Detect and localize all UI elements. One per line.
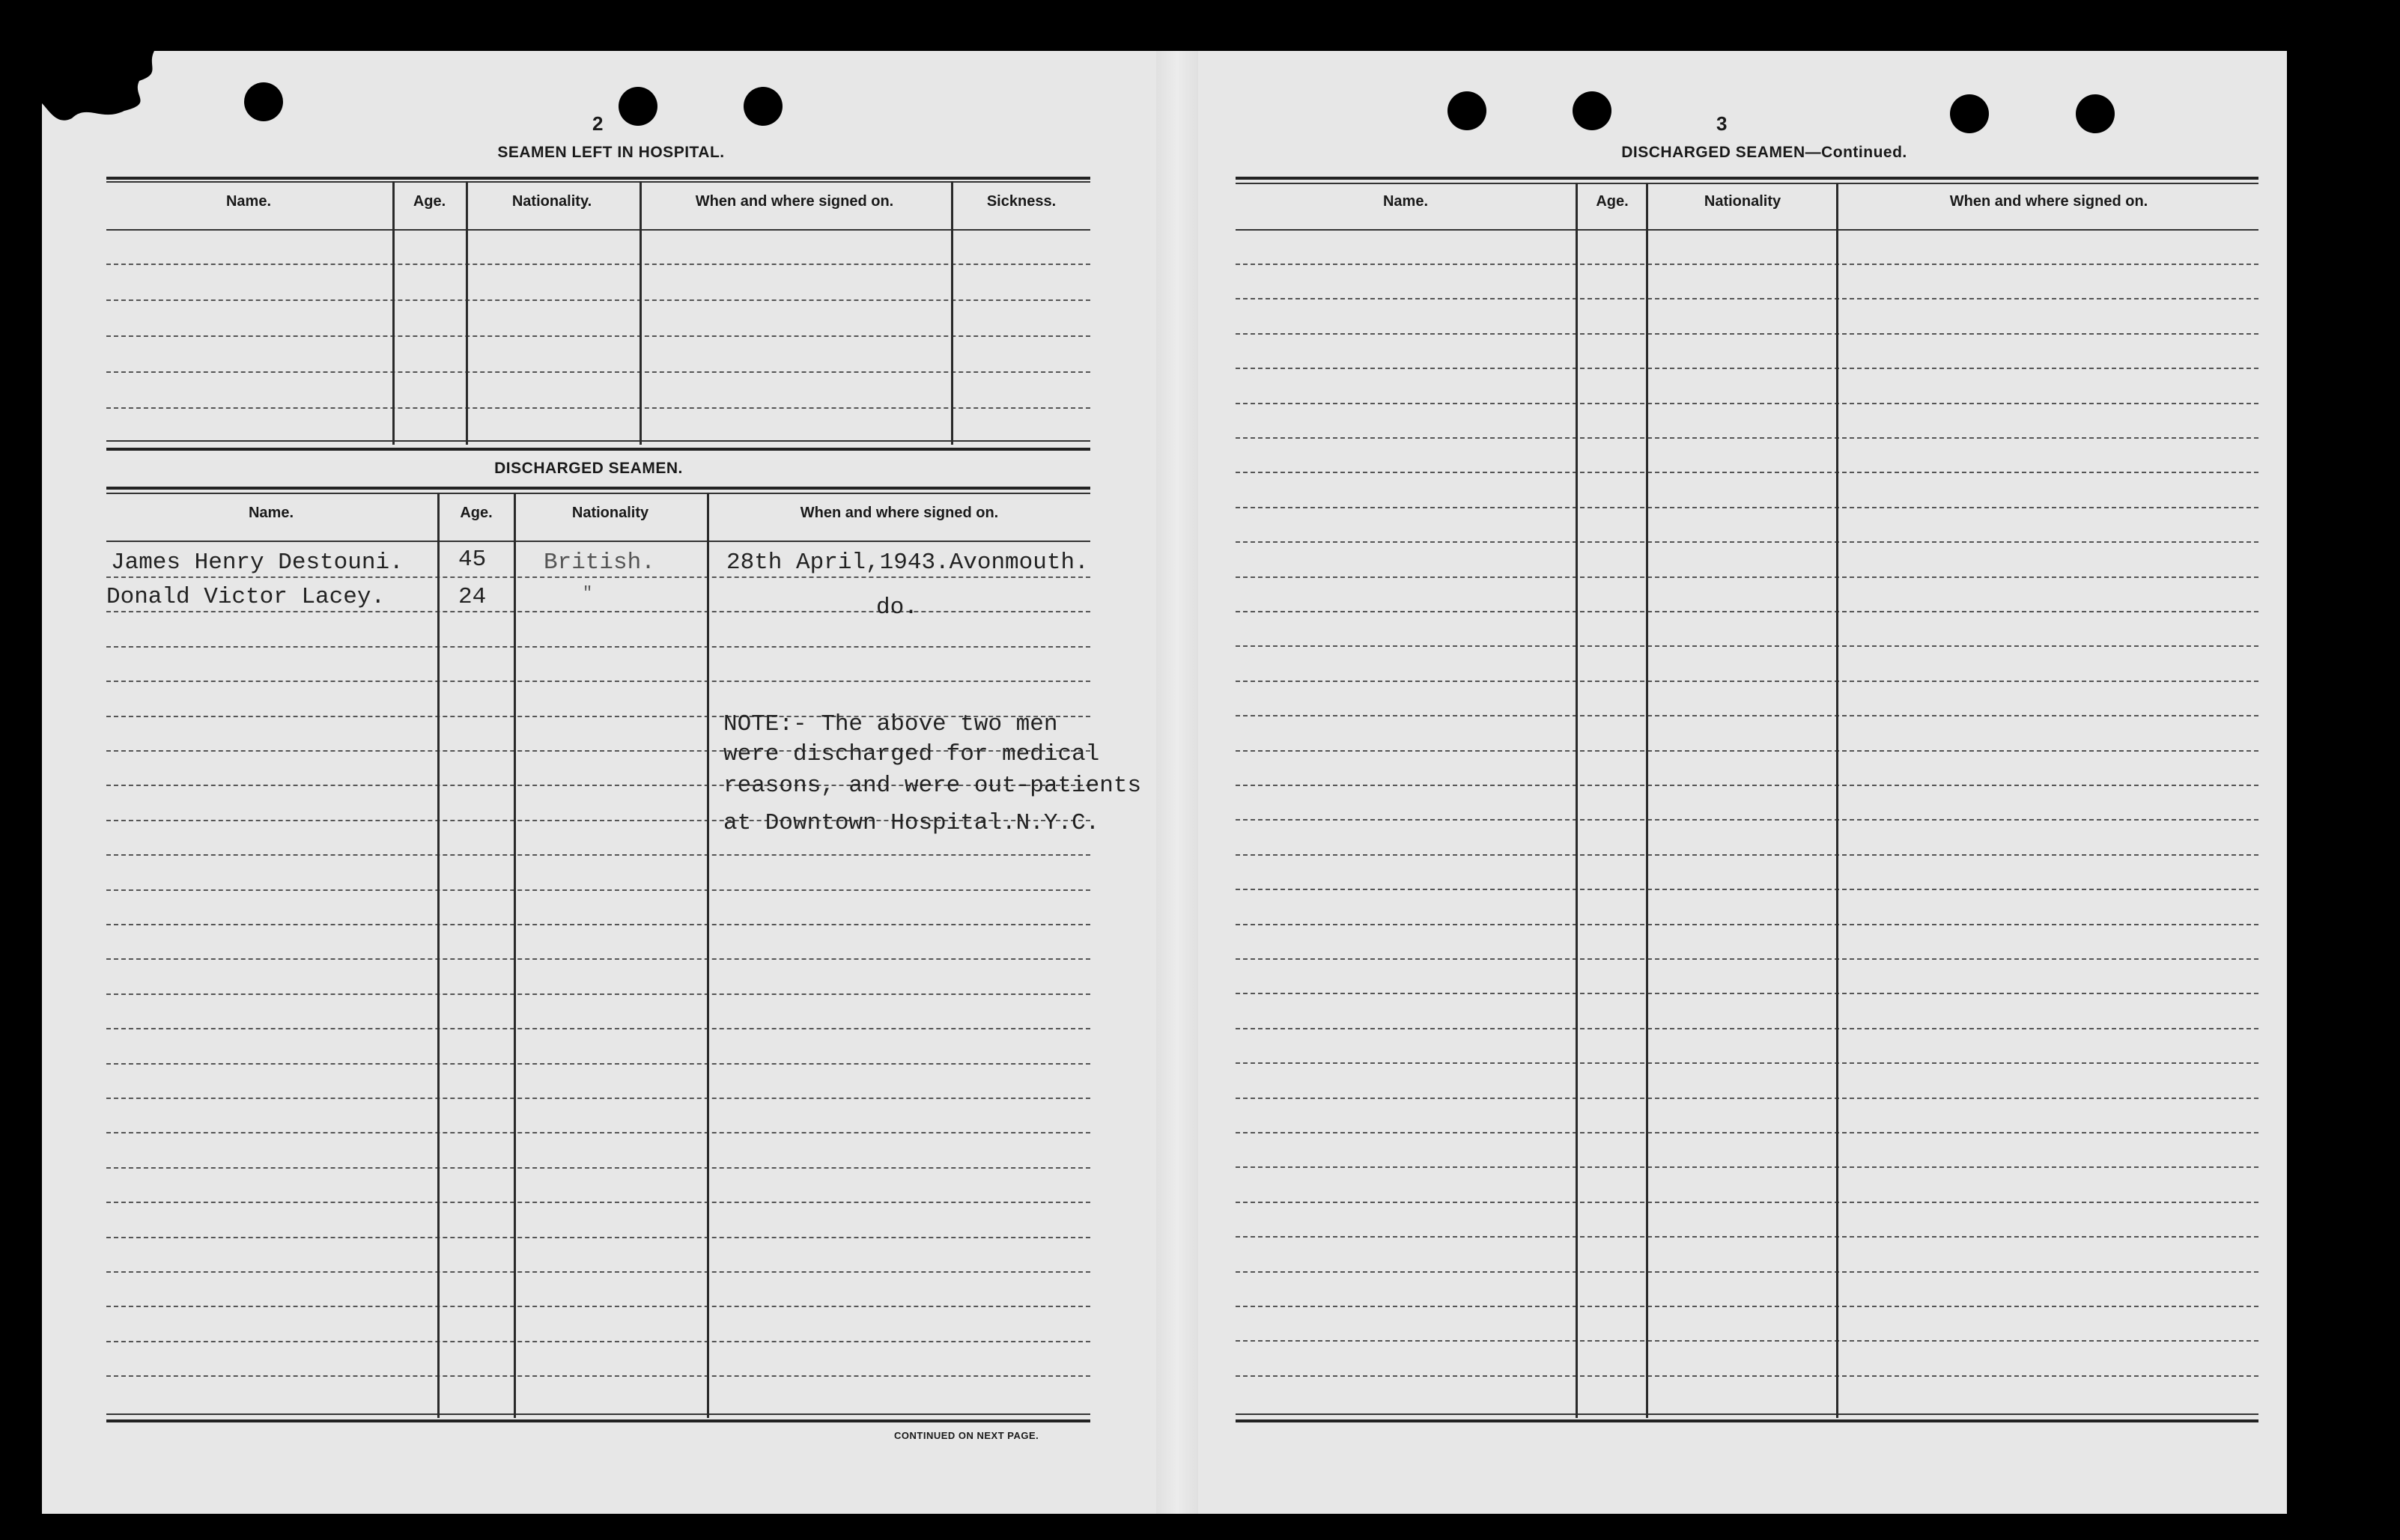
row-rule bbox=[1236, 576, 2258, 578]
row-rule bbox=[106, 924, 1090, 925]
row-rule bbox=[1236, 264, 2258, 265]
seaman-age: 45 bbox=[458, 547, 487, 573]
row-rule bbox=[1236, 1271, 2258, 1273]
discharged-continued-title: DISCHARGED SEAMEN—Continued. bbox=[1621, 144, 1907, 161]
punch-hole bbox=[1447, 91, 1486, 130]
page-fold bbox=[1156, 51, 1198, 1514]
row-rule bbox=[1236, 611, 2258, 612]
row-rule bbox=[1236, 541, 2258, 543]
row-rule bbox=[106, 993, 1090, 995]
row-rule bbox=[1236, 1202, 2258, 1203]
row-rule bbox=[106, 1063, 1090, 1065]
seaman-name: Donald Victor Lacey. bbox=[106, 584, 386, 610]
row-rule bbox=[1236, 681, 2258, 682]
hospital-section-title: SEAMEN LEFT IN HOSPITAL. bbox=[497, 144, 725, 161]
row-rule bbox=[106, 1375, 1090, 1377]
row-rule bbox=[1236, 403, 2258, 404]
punch-hole bbox=[1950, 94, 1989, 133]
row-rule bbox=[1236, 993, 2258, 994]
row-rule bbox=[1236, 1306, 2258, 1307]
seaman-signed-on: do. bbox=[876, 594, 918, 621]
punch-hole bbox=[2076, 94, 2115, 133]
row-rule bbox=[106, 1167, 1090, 1169]
row-rule bbox=[106, 576, 1090, 578]
row-rule bbox=[106, 646, 1090, 648]
row-rule bbox=[106, 958, 1090, 960]
row-rule bbox=[106, 1306, 1090, 1307]
row-rule bbox=[1236, 715, 2258, 716]
row-rule bbox=[1236, 854, 2258, 856]
torn-corner bbox=[42, 51, 169, 126]
row-rule bbox=[106, 854, 1090, 856]
page-number: 2 bbox=[592, 112, 604, 135]
row-rule bbox=[1236, 1028, 2258, 1029]
row-rule bbox=[1236, 819, 2258, 821]
punch-hole bbox=[744, 87, 783, 126]
row-rule bbox=[1236, 645, 2258, 647]
seaman-age: 24 bbox=[458, 584, 487, 610]
seaman-nationality: " bbox=[583, 584, 593, 603]
row-rule bbox=[1236, 507, 2258, 508]
row-rule bbox=[1236, 958, 2258, 960]
punch-hole bbox=[244, 82, 283, 121]
row-rule bbox=[1236, 1062, 2258, 1064]
row-rule bbox=[106, 1028, 1090, 1029]
row-rule bbox=[106, 1098, 1090, 1099]
row-rule bbox=[106, 681, 1090, 682]
row-rule bbox=[106, 1202, 1090, 1203]
row-rule bbox=[1236, 785, 2258, 786]
row-rule bbox=[1236, 1375, 2258, 1377]
row-rule bbox=[1236, 368, 2258, 369]
continued-footer: CONTINUED ON NEXT PAGE. bbox=[894, 1430, 1039, 1441]
row-rule bbox=[1236, 750, 2258, 752]
row-rule bbox=[1236, 1236, 2258, 1238]
row-rule bbox=[1236, 437, 2258, 439]
row-rule bbox=[1236, 889, 2258, 890]
row-rule bbox=[1236, 298, 2258, 299]
punch-hole bbox=[619, 87, 657, 126]
row-rule bbox=[1236, 1132, 2258, 1133]
row-rule bbox=[106, 1271, 1090, 1273]
punch-hole bbox=[1573, 91, 1611, 130]
row-rule bbox=[1236, 1340, 2258, 1342]
row-rule bbox=[1236, 1166, 2258, 1168]
row-rule bbox=[106, 1341, 1090, 1342]
row-rule bbox=[1236, 333, 2258, 335]
row-rule bbox=[106, 889, 1090, 891]
row-rule bbox=[106, 611, 1090, 612]
page-number: 3 bbox=[1716, 112, 1728, 135]
seaman-signed-on: 28th April,1943.Avonmouth. bbox=[726, 550, 1089, 576]
row-rule bbox=[106, 1132, 1090, 1133]
discharged-section-title: DISCHARGED SEAMEN. bbox=[494, 460, 683, 477]
document-sheet: 2 SEAMEN LEFT IN HOSPITAL. Name. Age. Nationality. When and where signed on. Sickness. DISCHARGED SEAMEN. Name. Age. Nationality When and where signed on. James Henry Destouni. 45 British. 28th April,1943.Avonmouth. Donald Victor Lacey. 24 " do. NOTE:- The above two men were discharged for medical reasons, and were out-patients at Downtown Hospital.N.Y.C. CONTINUED ON NEXT PAGE. 3 DISCHARGED SEAMEN—Continued. Name. Age. Nationality When and where signed on. bbox=[42, 51, 2287, 1514]
seaman-nationality: British. bbox=[544, 550, 655, 576]
row-rule bbox=[106, 1237, 1090, 1238]
row-rule bbox=[1236, 472, 2258, 473]
row-rule bbox=[1236, 924, 2258, 925]
seaman-name: James Henry Destouni. bbox=[111, 550, 404, 576]
row-rule bbox=[1236, 1098, 2258, 1099]
